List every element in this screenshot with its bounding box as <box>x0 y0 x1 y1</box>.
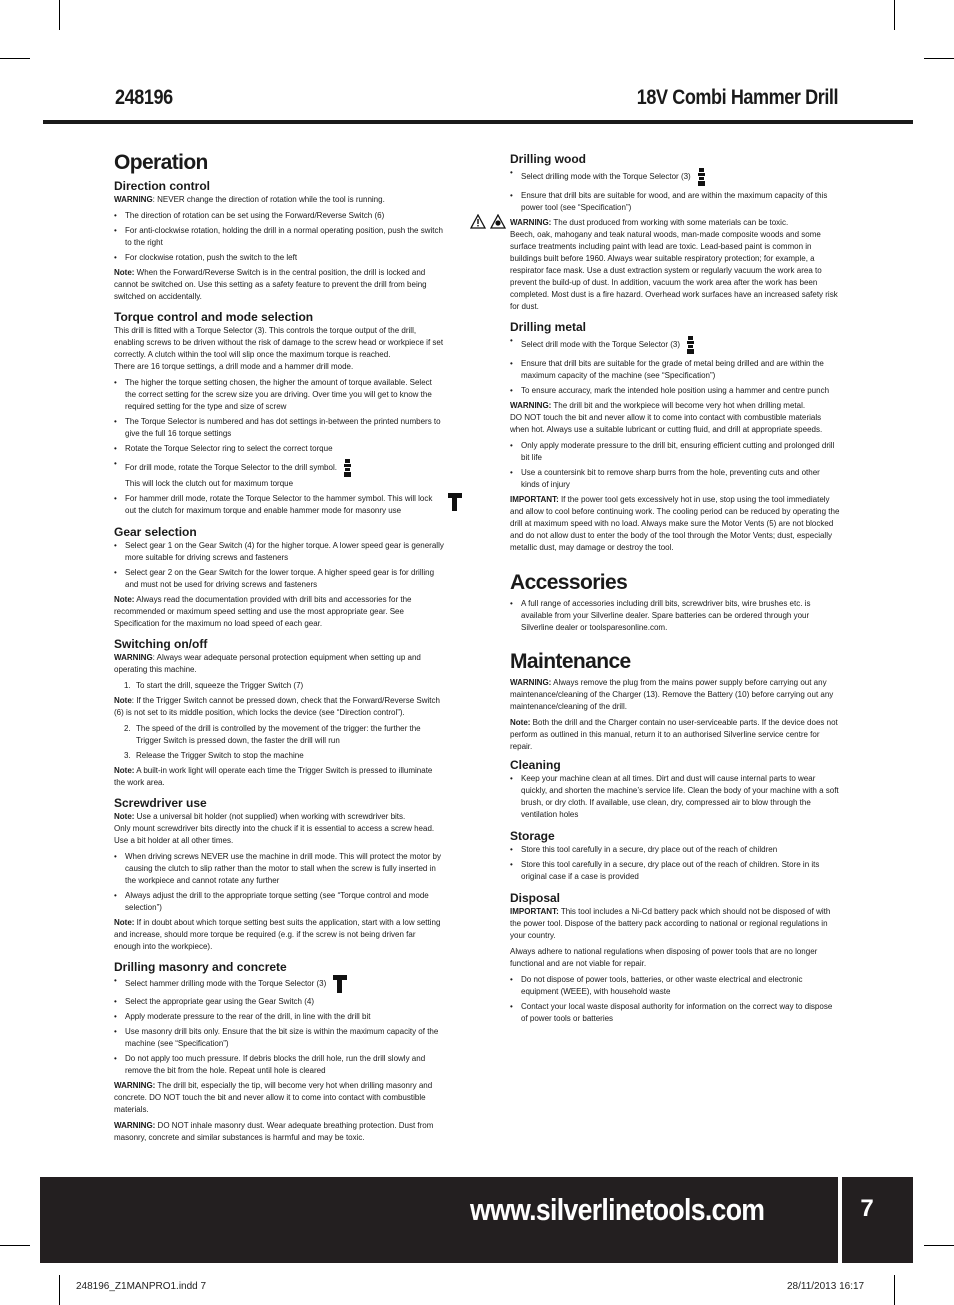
list-item: • Rotate the Torque Selector ring to select the correct torque <box>114 443 444 455</box>
crop-mark <box>894 1275 895 1305</box>
left-column <box>114 148 444 1144</box>
gear-note: Note: Always read the documentation provided with drill bits and accessories for the recommended or maximum speed setting and use the most appropriate gear. See Specification for the maximum no load speed of each gear. <box>114 595 412 628</box>
torque-intro: This drill is fitted with a Torque Selector (3). This controls the torque output of the drill, enabling screws to be driven without the risk of damage to the screw head or workpiece if set correctly. A clutch within the tool will slip once the maximum torque is reached. <box>114 326 444 359</box>
drill-mode-icon <box>343 458 352 478</box>
list-item: 3. Release the Trigger Switch to stop the machine <box>124 751 304 760</box>
switching-note-1: Note: If the Trigger Switch cannot be pressed down, check that the Forward/Reverse Switch (6) is not set to its middle position, which locks the device (see “Direction control”). <box>114 696 440 717</box>
crop-mark <box>924 1245 954 1246</box>
list-item: • Select the appropriate gear using the Gear Switch (4) <box>114 996 444 1008</box>
masonry-list <box>114 975 444 1077</box>
hammer-mode-icon <box>333 975 347 993</box>
metal-list <box>510 335 840 397</box>
list-item: • For drill mode, rotate the Torque Selector to the drill symbol. This will lock the clutch out for maximum torque <box>114 458 444 490</box>
list-item: • Select drilling mode with the Torque Selector (3) <box>510 167 840 187</box>
list-item: • Ensure that drill bits are suitable for wood, and are within the maximum capacity of this power tool (see “Specification”) <box>510 190 840 214</box>
disposal-text: Always adhere to national regulations when disposing of power tools that are no longer functional and are not viable for repair. <box>510 947 818 968</box>
crop-mark <box>924 58 954 59</box>
crop-mark <box>0 1245 30 1246</box>
torque-intro-2: There are 16 torque settings, a drill mode and a hammer drill mode. <box>114 362 354 371</box>
cleaning-heading: Cleaning <box>510 758 561 772</box>
switching-heading: Switching on/off <box>114 637 208 651</box>
switching-steps-2 <box>114 723 444 762</box>
hammer-mode-icon <box>448 493 462 511</box>
screwdriver-note: Note: Use a universal bit holder (not supplied) when working with screwdriver bits. <box>114 812 406 821</box>
list-item: • The higher the torque setting chosen, the higher the amount of torque available. Select the correct setting for the screw size you are driving. Over time you will get to know the required setting for the type and size of screw <box>114 377 444 413</box>
masonry-warning-2: WARNING: DO NOT inhale masonry dust. Wear adequate breathing protection. Dust from masonry, concrete and similar substances is harmful and may be toxic. <box>114 1121 434 1142</box>
model-number: 248196 <box>115 86 173 109</box>
list-item: • For hammer drill mode, rotate the Torque Selector to the hammer symbol. This will lock out the clutch for maximum torque and enable hammer mode for masonry use <box>114 493 444 517</box>
list-item: • Use masonry drill bits only. Ensure that the bit size is within the maximum capacity of the machine (see “Specification”) <box>114 1026 444 1050</box>
metal-warning-2: DO NOT touch the bit and never allow it to come into contact with combustible materials when hot. Always use a suitable lubricant or cutting fluid, and drill at appropriate speeds. <box>510 413 823 434</box>
crop-mark <box>0 58 30 59</box>
crop-mark <box>894 0 895 30</box>
cleaning-list <box>510 773 840 821</box>
maintenance-note: Note: Both the drill and the Charger contain no user-serviceable parts. If the device does not perform as outlined in this manual, return it to an authorised Silverline service centre for repair. <box>510 718 838 751</box>
accessories-list <box>510 598 840 634</box>
maintenance-heading: Maintenance <box>510 650 631 673</box>
gear-heading: Gear selection <box>114 525 197 539</box>
right-column <box>510 148 840 1028</box>
disposal-list <box>510 974 840 1025</box>
list-item: • Store this tool carefully in a secure, dry place out of the reach of children. Store in its original case if a case is provided <box>510 859 840 883</box>
list-item: • Keep your machine clean at all times. Dirt and dust will cause internal parts to wear quickly, and shorten the machine’s service life. Clean the body of your machine with a soft brush, or dry cloth. If available, use clean, dry, compressed air to blow through the ventilation holes <box>510 773 840 821</box>
warning-triangle-icon <box>470 214 486 229</box>
list-item: • For anti-clockwise rotation, holding the drill in a normal operating position, push the switch to the right <box>114 225 444 249</box>
crop-mark <box>59 1275 60 1305</box>
header-rule <box>43 120 913 124</box>
wood-warning: WARNING: The dust produced from working with some materials can be toxic. <box>510 217 840 229</box>
list-item: • A full range of accessories including drill bits, screwdriver bits, wire brushes etc. is available from your Silverline dealer. Spare batteries can be ordered through your Silverline dealer or toolsparesonline.com. <box>510 598 840 634</box>
list-item: 2. The speed of the drill is controlled by the movement of the trigger: the further the Trigger Switch is pressed down, the faster the drill will run <box>124 724 421 745</box>
crop-mark <box>59 0 60 30</box>
direction-note: Note: When the Forward/Reverse Switch is in the central position, the drill is locked and cannot be switched on. Use this setting as a safety feature to prevent the drill from being switched on accidentally. <box>114 268 427 301</box>
operation-heading: Operation <box>114 151 208 174</box>
list-item: • Select hammer drilling mode with the Torque Selector (3) <box>114 975 444 993</box>
list-item: • Store this tool carefully in a secure, dry place out of the reach of children <box>510 844 840 856</box>
screwdriver-heading: Screwdriver use <box>114 796 207 810</box>
screwdriver-note-3: Note: If in doubt about which torque setting best suits the application, start with a low setting and increase, should more torque be required (e.g. if the screw is not being driven far enough into the workpiece). <box>114 918 441 951</box>
metal-important: IMPORTANT: If the power tool gets excessively hot in use, stop using the tool immediately and allow to cool before continuing work. The cooling period can be reduced by operating the drill at maximum speed with no load. Always make sure the Motor Vents (5) are not blocked and do not allow dust to enter the body of the tool through the Motor Vents; dust, especially metallic dust, may damage or destroy the tool. <box>510 495 840 552</box>
date-slug: 28/11/2013 16:17 <box>787 1281 865 1292</box>
disposal-important: IMPORTANT: This tool includes a Ni-Cd battery pack which should not be disposed of with the power tool. Dispose of the battery pack according to national or regional regulations in your country. <box>510 907 831 940</box>
list-item: 1. To start the drill, squeeze the Trigger Switch (7) <box>124 681 304 690</box>
list-item: • Do not apply too much pressure. If debris blocks the drill hole, run the drill slowly and remove the bit from the hole. Repeat until hole is cleared <box>114 1053 444 1077</box>
screwdriver-note-2: Only mount screwdriver bits directly into the chuck if it is essential to access a screw head. Use a bit holder at all other times. <box>114 824 435 845</box>
switching-note-2: Note: A built-in work light will operate each time the Trigger Switch is pressed to illuminate the work area. <box>114 766 433 787</box>
disposal-heading: Disposal <box>510 891 561 905</box>
drill-mode-icon <box>697 167 706 187</box>
switching-steps <box>114 680 444 692</box>
direction-warning: WARNING: NEVER change the direction of rotation while the tool is running. <box>114 195 385 204</box>
metal-heading: Drilling metal <box>510 320 587 334</box>
list-item: • Apply moderate pressure to the rear of the drill, in line with the drill bit <box>114 1011 444 1023</box>
metal-list-2 <box>510 440 840 491</box>
list-item: • Always adjust the drill to the appropriate torque setting (see “Torque control and mode selection”) <box>114 890 444 914</box>
gear-list <box>114 540 444 591</box>
list-item: • The direction of rotation can be set using the Forward/Reverse Switch (6) <box>114 210 444 222</box>
screwdriver-list <box>114 851 444 914</box>
list-item: • Contact your local waste disposal authority for information on the correct way to dispose of power tools or batteries <box>510 1001 840 1025</box>
torque-heading: Torque control and mode selection <box>114 310 314 324</box>
website-link[interactable]: www.silverlinetools.com <box>470 1192 765 1227</box>
switching-warning: WARNING: Always wear adequate personal protection equipment when setting up and operating this machine. <box>114 653 421 674</box>
list-item: • Select gear 2 on the Gear Switch for the lower torque. A higher speed gear is for drilling and must not be used for driving screws and fasteners <box>114 567 444 591</box>
file-slug: 248196_Z1MANPRO1.indd 7 <box>76 1281 207 1292</box>
list-item: • Ensure that drill bits are suitable for the grade of metal being drilled and are within the maximum capacity of the machine (see “Specification”) <box>510 358 840 382</box>
wood-warning-body: Beech, oak, mahogany and teak natural woods, man-made composite woods and some surface treatments including paint with lead are toxic. Lead-based paint is common in buildings built before 1960. Always wear suitable respiratory protection; for example, a respirator face mask. Use a dust extraction system or regularly vacuum the work area to prevent the build-up of dust. In addition, vacuum the work area after the work has been completed. Most dust is a fire hazard. Overhead work surfaces have an increased safety risk for dust. <box>510 230 838 311</box>
masonry-heading: Drilling masonry and concrete <box>114 960 287 974</box>
list-item: • Use a countersink bit to remove sharp burrs from the hole, preventing cuts and other kinds of injury <box>510 467 840 491</box>
list-item: • To ensure accuracy, mark the intended hole position using a hammer and centre punch <box>510 385 840 397</box>
list-item: • Select drill mode with the Torque Selector (3) <box>510 335 840 355</box>
wood-list <box>510 167 840 214</box>
list-item: • Select gear 1 on the Gear Switch (4) for the higher torque. A lower speed gear is generally more suitable for driving screws and fasteners <box>114 540 444 564</box>
list-item: • The Torque Selector is numbered and has dot settings in-between the printed numbers to give the full 16 torque settings <box>114 416 444 440</box>
metal-warning: WARNING: The drill bit and the workpiece will become very hot when drilling metal. <box>510 401 806 410</box>
accessories-heading: Accessories <box>510 571 628 594</box>
wood-heading: Drilling wood <box>510 152 586 166</box>
list-item: • Do not dispose of power tools, batteries, or other waste electrical and electronic equipment (WEEE), with household waste <box>510 974 840 998</box>
storage-list <box>510 844 840 883</box>
storage-heading: Storage <box>510 829 555 843</box>
masonry-warning-1: WARNING: The drill bit, especially the tip, will become very hot when drilling masonry and concrete. DO NOT touch the bit and never allow it to come into contact with combustible materials. <box>114 1081 433 1114</box>
list-item: • For clockwise rotation, push the switch to the left <box>114 252 444 264</box>
maintenance-warning: WARNING: Always remove the plug from the mains power supply before carrying out any maintenance/cleaning of the Charger (13). Remove the Battery (10) before carrying out any maintenance/cleaning of the drill. <box>510 678 834 711</box>
direction-heading: Direction control <box>114 179 211 193</box>
direction-list <box>114 210 444 264</box>
page-number: 7 <box>860 1195 874 1222</box>
torque-list <box>114 377 444 517</box>
list-item: • When driving screws NEVER use the machine in drill mode. This will protect the motor by causing the clutch to slip rather than the motor to stall when the screw is fully inserted in the workpiece and cannot rotate any further <box>114 851 444 887</box>
list-item: • Only apply moderate pressure to the drill bit, ensuring efficient cutting and prolonged drill bit life <box>510 440 840 464</box>
mask-warning-icon <box>490 214 506 229</box>
product-title: 18V Combi Hammer Drill <box>636 86 838 109</box>
drill-mode-icon <box>686 335 695 355</box>
